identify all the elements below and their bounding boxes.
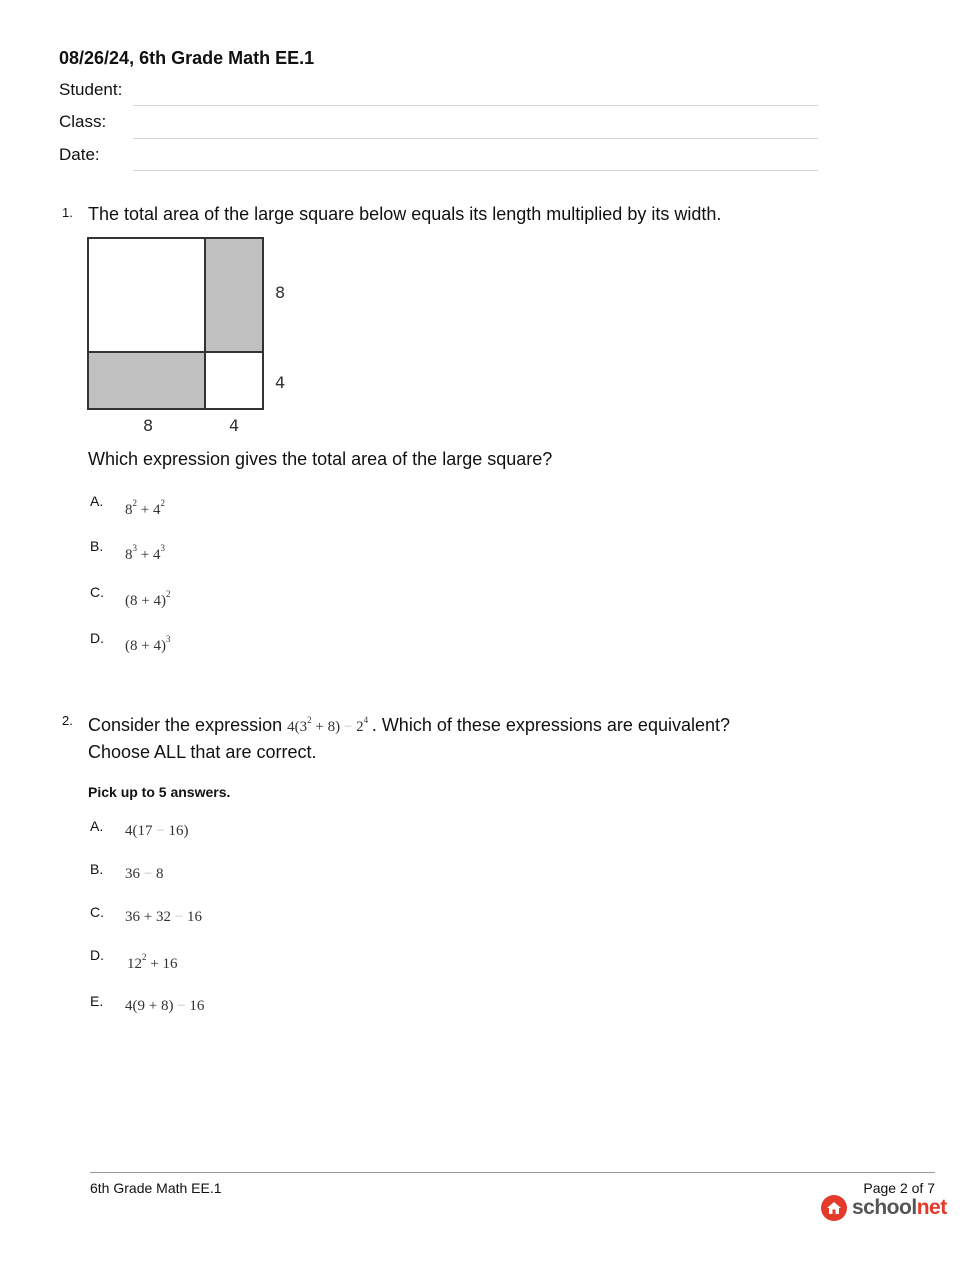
question-1-text: The total area of the large square below equals its length multiplied by its width. [88, 204, 722, 224]
math-expression: (8 + 4) [125, 593, 166, 609]
q2-option-d[interactable]: $12^2 + 16$ [127, 952, 178, 972]
q1-option-c[interactable] [125, 591, 170, 610]
q2-option-e[interactable]: 4(9 + 8) − 16 [125, 998, 205, 1014]
question-1-number: 1. [62, 205, 73, 220]
footer-title: 6th Grade Math EE.1 [90, 1180, 222, 1196]
logo-text-school: school [852, 1196, 917, 1219]
math-base: 4 [152, 547, 161, 563]
q2-option-b-letter[interactable]: B. [90, 861, 104, 877]
page-number: Page 2 of 7 [863, 1180, 935, 1196]
question-2-text-after: . Which of these expressions are equivalent? [371, 715, 731, 735]
q1-option-b[interactable] [125, 545, 165, 564]
figure-top-right-rect [205, 238, 263, 352]
class-field [133, 138, 818, 139]
figure-bottom-left-rect [88, 352, 205, 409]
math-expression: (8 + 4) [125, 638, 166, 654]
q1-option-c-letter[interactable]: C. [90, 584, 104, 600]
q2-option-d-letter[interactable]: D. [90, 947, 104, 963]
math-exponent: 2 [132, 498, 137, 508]
math-operator: + [140, 547, 150, 563]
q2-option-e-letter[interactable]: E. [90, 993, 104, 1009]
math-exponent: 3 [160, 543, 165, 553]
figure-bottom-right-square [205, 352, 263, 409]
figure-label-bottom-right: 4 [229, 416, 240, 435]
house-icon [820, 1194, 848, 1222]
q1-option-b-letter[interactable]: B. [90, 538, 104, 554]
question-2-number: 2. [62, 713, 73, 728]
math-exponent: 3 [132, 543, 137, 553]
math-exponent: 3 [165, 634, 171, 644]
q2-option-a-letter[interactable]: A. [90, 818, 104, 834]
math-exponent: 2 [165, 589, 171, 599]
question-1-prompt: Which expression gives the total area of the large square? [88, 449, 553, 469]
question-2-line2: Choose ALL that are correct. [88, 742, 317, 762]
q2-option-c-letter[interactable]: C. [90, 904, 104, 920]
math-base: 4 [152, 502, 161, 518]
figure-top-left-square [88, 238, 205, 352]
q2-option-b[interactable]: 36 − 8 [125, 866, 164, 882]
figure-label-right-bottom: 4 [275, 373, 286, 392]
math-base: 8 [125, 547, 133, 563]
class-label: Class: [59, 112, 107, 131]
q1-option-d[interactable] [125, 636, 170, 655]
question-2-expression: $4(3^2 + 8) - 2^4$ [287, 715, 369, 735]
question-2-text-before: Consider the expression [88, 715, 283, 735]
student-field [133, 105, 818, 106]
schoolnet-logo [820, 1194, 947, 1222]
figure-label-bottom-left: 8 [143, 416, 154, 435]
math-operator: + [140, 502, 150, 518]
q1-option-a-letter[interactable]: A. [90, 493, 104, 509]
area-model-figure [86, 236, 306, 438]
page-title: 08/26/24, 6th Grade Math EE.1 [59, 48, 315, 68]
date-field [133, 170, 818, 171]
figure-label-right-top: 8 [275, 283, 286, 302]
pick-instruction: Pick up to 5 answers. [88, 784, 231, 800]
q2-option-c[interactable]: 36 + 32 − 16 [125, 909, 202, 925]
math-base: 8 [125, 502, 133, 518]
math-exponent: 2 [160, 498, 165, 508]
q1-option-d-letter[interactable]: D. [90, 630, 104, 646]
logo-text-net: net [916, 1196, 947, 1219]
footer-divider [90, 1172, 935, 1173]
date-label: Date: [59, 145, 100, 164]
q1-option-a[interactable] [125, 500, 165, 519]
student-label: Student: [59, 80, 123, 99]
q2-option-a[interactable]: 4(17 − 16) [125, 823, 189, 839]
